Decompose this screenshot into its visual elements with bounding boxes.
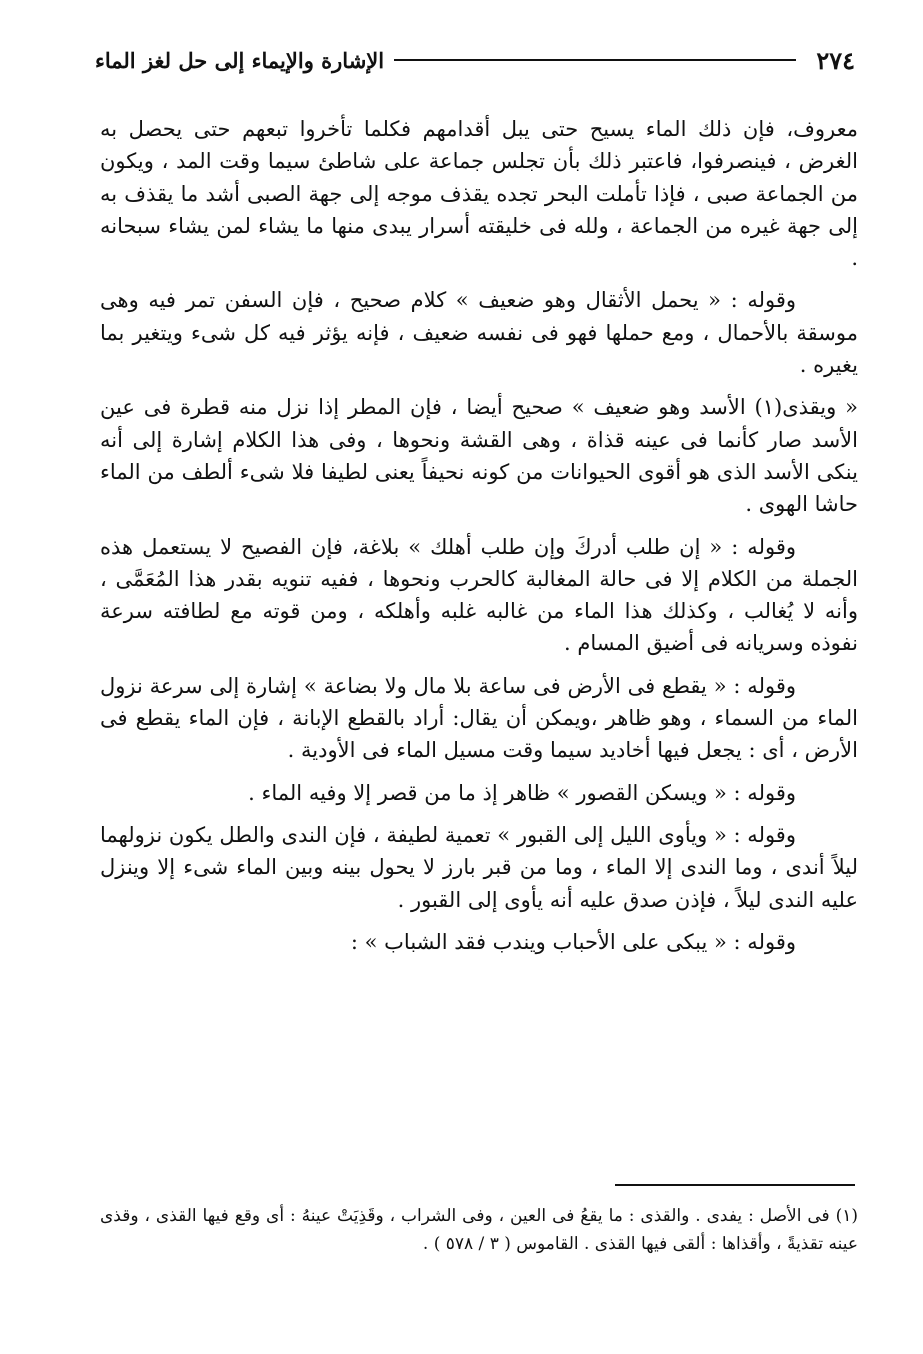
paragraph-3: « ويقذى(١) الأسد وهو ضعيف » صحيح أيضا ، فإن المطر إذا نزل منه قطرة فى عين الأسد صار كأنما فى عينه قذاة ، وهى القشة ونحوها ، وفى هذا الكلام إشارة إلى أنه ينكى الأسد الذى هو أقوى الحيوانات من كونه نحيفاً يعنى لطيفا فلا شىء ألطف من الماء حاشا الهوى . bbox=[100, 395, 858, 517]
footnote: (١) فى الأصل : يفدى . والقذى : ما يقعُ فى العين ، وفى الشراب ، وقَذِيَتْ عينهُ : أى وقع فيها القذى ، وقذى عينه تقذيةً ، وأقذاها : ألقى فيها القذى . القاموس ( ٣ / ٥٧٨ ) . bbox=[100, 1206, 858, 1254]
paragraph-5: وقوله : « يقطع فى الأرض فى ساعة بلا مال ولا بضاعة » إشارة إلى سرعة نزول الماء من السماء ، وهو ظاهر ،ويمكن أن يقال: أراد بالقطع الإبانة ، فإن الماء يقطع فى الأرض ، أى : يجعل فيها أخاديد سيما وقت مسيل الماء فى الأودية . bbox=[100, 673, 858, 763]
paragraph-2: وقوله : « يحمل الأثقال وهو ضعيف » كلام صحيح ، فإن السفن تمر فيه وهى موسقة بالأحمال ، ومع حملها فهو فى نفسه ضعيف ، فإنه يؤثر فيه كل شىء ويتغير بما يغيره . bbox=[100, 288, 858, 378]
paragraph-4: وقوله : « إن طلب أدركَ وإن طلب أهلك » بلاغة، فإن الفصيح لا يستعمل هذه الجملة من الكلام إلا فى حالة المغالبة كالحرب ونحوها ، ففيه تنويه بقدر هذا المُعَمَّى ، وأنه لا يُغالب ، وكذلك هذا الماء من غالبه غلبه وأهلكه ، ومن قوته مع لطافته سرعة نفوذه وسريانه فى أضيق المسام . bbox=[100, 534, 858, 656]
paragraph-6: وقوله : « ويسكن القصور » ظاهر إذ ما من قصر إلا وفيه الماء . bbox=[248, 780, 796, 805]
paragraph-1: معروف، فإن ذلك الماء يسيح حتى يبل أقدامهم فكلما تأخروا تبعهم حتى يحصل به الغرض ، فينصرفوا، فاعتبر ذلك بأن تجلس جماعة على شاطئ سيما وقت المد ، ويكون من الجماعة صبى ، فإذا تأملت البحر تجده يقذف موجه إلى جهة الصبى أشد ما يقذف به إلى جهة غيره من الجماعة ، ولله فى خليقته أسرار يبدى منها ما يشاء لمن يشاء سبحانه . bbox=[100, 117, 858, 271]
running-title: الإشارة والإيماء إلى حل لغز الماء bbox=[95, 47, 385, 73]
paragraph-8: وقوله : « يبكى على الأحباب ويندب فقد الشباب » : bbox=[350, 929, 796, 954]
page-number: ٢٧٤ bbox=[816, 45, 855, 75]
header-rule bbox=[394, 59, 796, 61]
footnote-separator bbox=[615, 1184, 855, 1186]
paragraph-7: وقوله : « ويأوى الليل إلى القبور » تعمية لطيفة ، فإن الندى والطل يكون نزولهما ليلاً أندى ، وما الندى إلا الماء ، وما من قبر بارز لا يحول بينه وبين الماء شىء إلا وينزل عليه الندى ليلاً ، فإذن صدق عليه أنه يأوى إلى القبور . bbox=[100, 822, 858, 912]
page-header bbox=[95, 40, 855, 80]
main-text bbox=[100, 113, 858, 968]
